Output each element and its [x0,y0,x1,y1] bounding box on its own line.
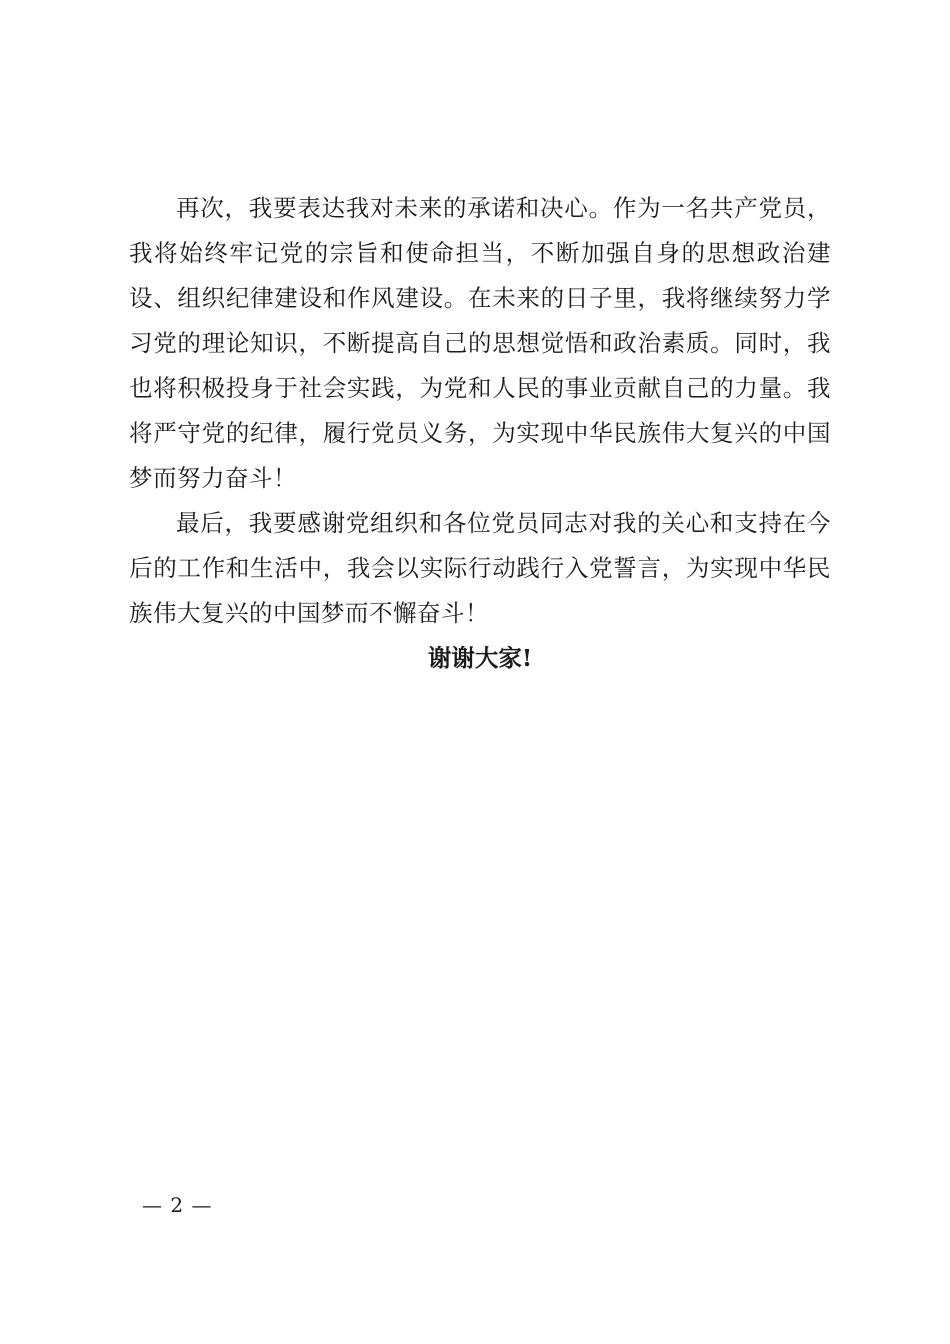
paragraph-thanks: 最后，我要感谢党组织和各位党员同志对我的关心和支持在今后的工作和生活中，我会以实际行动践行入党誓言，为实现中华民族伟大复兴的中国梦而不懈奋斗！ [129,509,831,627]
page-number: — 2 — [142,1193,213,1217]
document-body [129,186,831,681]
closing-line: 谢谢大家! [427,644,533,672]
paragraph-commitment: 再次，我要表达我对未来的承诺和决心。作为一名共产党员，我将始终牢记党的宗旨和使命担当，不断加强自身的思想政治建设、组织纪律建设和作风建设。在未来的日子里，我将继续努力学习党的理论知识，不断提高自己的思想觉悟和政治素质。同时，我也将积极投身于社会实践，为党和人民的事业贡献自己的力量。我将严守党的纪律，履行党员义务，为实现中华民族伟大复兴的中国梦而努力奋斗！ [129,194,831,492]
